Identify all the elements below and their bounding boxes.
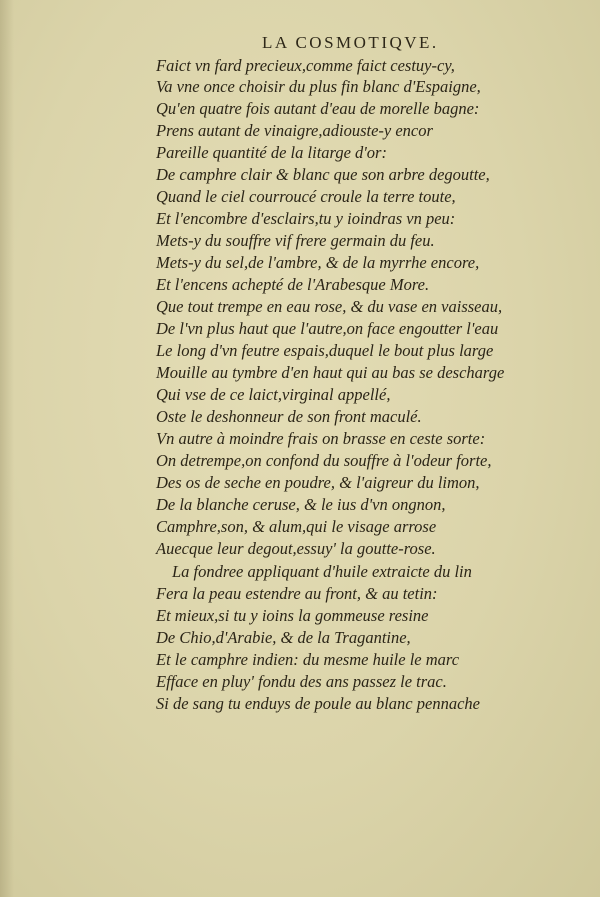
verse-line: Si de sang tu enduys de poule au blanc pennache [156,694,480,713]
verse-line: Qu'en quatre fois autant d'eau de morelle bagne: [156,99,480,118]
verse-line: Auecque leur degout,essuy' la goutte-rose. [156,539,436,558]
verse-line: De camphre clair & blanc que son arbre degoutte, [156,165,490,184]
verse-line: Mets-y du souffre vif frere germain du feu. [156,231,435,250]
verse-line: Pareille quantité de la litarge d'or: [156,143,387,162]
verse-line: Et mieux,si tu y ioins la gommeuse resine [156,606,429,625]
verse-line: De l'vn plus haut que l'autre,on face engoutter l'eau [156,319,499,338]
verse-line: Que tout trempe en eau rose, & du vase en vaisseau, [156,297,503,316]
verse-line: Et l'encens achepté de l'Arabesque More. [156,275,430,294]
verse-line: De Chio,d'Arabie, & de la Tragantine, [156,628,411,647]
verse-line: Et le camphre indien: du mesme huile le marc [156,650,460,669]
running-head: LA COSMOTIQVE. [262,33,439,52]
verse-line: Des os de seche en poudre, & l'aigreur du limon, [156,473,480,492]
verse-line: Le long d'vn feutre espais,duquel le bout plus large [156,341,494,360]
verse-line: Faict vn fard precieux,comme faict cestuy-cy, [156,56,455,75]
verse-line: Prens autant de vinaigre,adiouste-y encor [156,121,433,140]
verse-line: Va vne once choisir du plus fin blanc d'Espaigne, [156,77,481,96]
verse-line: De la blanche ceruse, & le ius d'vn ongnon, [156,495,446,514]
verse-line: Quand le ciel courroucé croule la terre toute, [156,187,456,206]
verse-line: Fera la peau estendre au front, & au tetin: [156,584,438,603]
verse-line: Mouille au tymbre d'en haut qui au bas se descharge [156,363,505,382]
verse-line: Mets-y du sel,de l'ambre, & de la myrrhe encore, [156,253,480,272]
verse-line: Oste le deshonneur de son front maculé. [156,407,422,426]
verse-line: Et l'encombre d'esclairs,tu y ioindras vn peu: [156,209,456,228]
verse-line: Vn autre à moindre frais on brasse en ceste sorte: [156,429,486,448]
verse-line: Efface en pluy' fondu des ans passez le trac. [156,672,447,691]
verse-line: Camphre,son, & alum,qui le visage arrose [156,517,437,536]
verse-line: Qui vse de ce laict,virginal appellé, [156,385,391,404]
verse-line: On detrempe,on confond du souffre à l'odeur forte, [156,451,492,470]
verse-line: La fondree appliquant d'huile extraicte du lin [172,562,472,581]
page-edge-shadow [0,0,14,897]
